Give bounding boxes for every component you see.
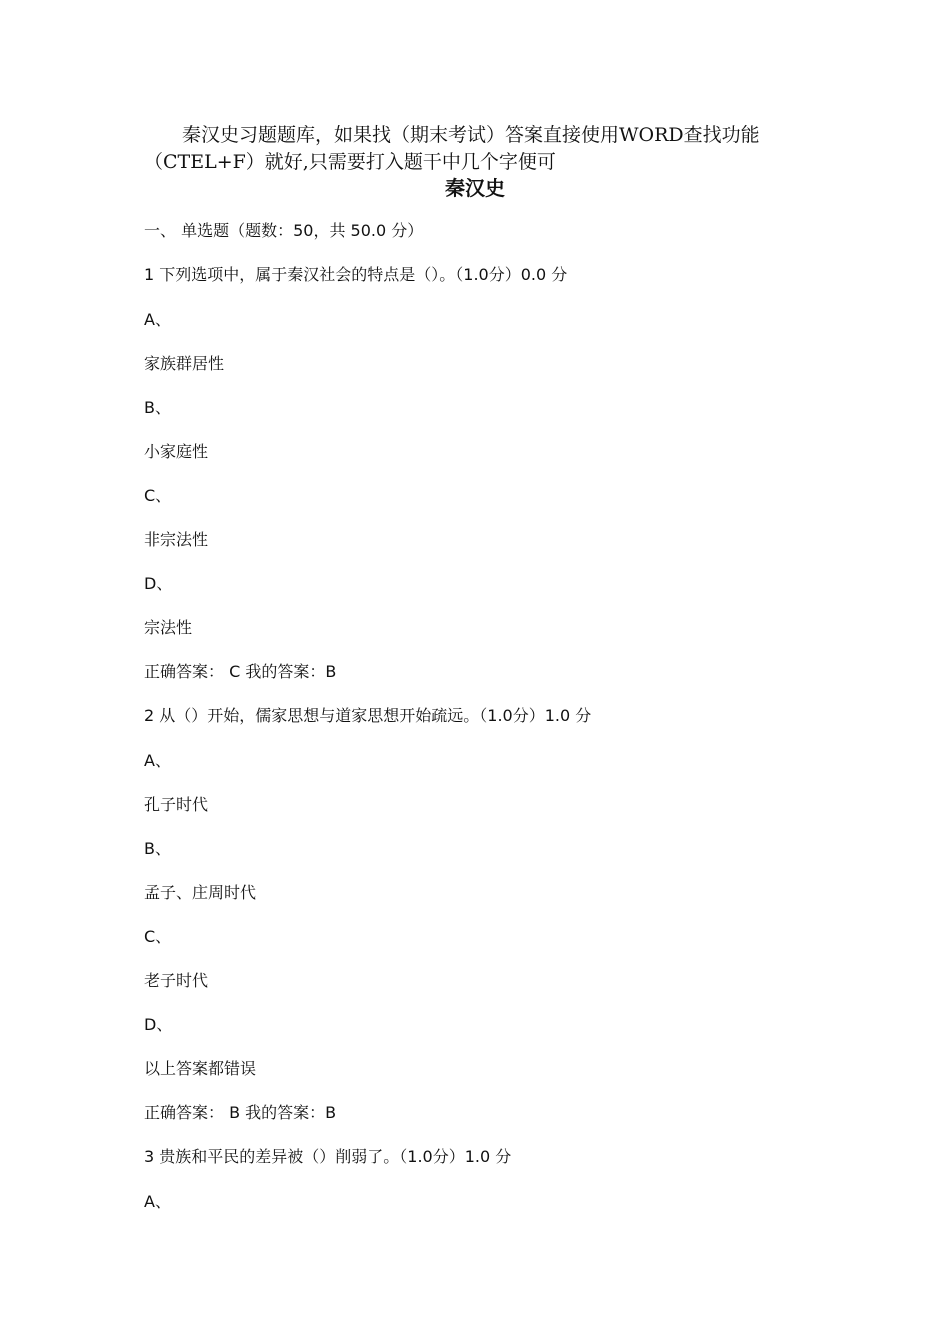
q1-option-a-text: 家族群居性 <box>144 354 225 373</box>
section-heading: 一、 单选题（题数：50，共 50.0 分） <box>144 221 424 240</box>
q1-answer: 正确答案： C 我的答案：B <box>144 662 337 681</box>
q1-option-c-letter: C、 <box>144 486 172 505</box>
q2-option-c-letter: C、 <box>144 927 172 946</box>
q2-option-d-text: 以上答案都错误 <box>144 1059 257 1078</box>
q2-option-a-text: 孔子时代 <box>144 795 209 814</box>
q1-option-b-letter: B、 <box>144 398 171 417</box>
q2-answer: 正确答案： B 我的答案：B <box>144 1103 337 1122</box>
q1-option-d-text: 宗法性 <box>144 618 193 637</box>
question-3-stem: 3 贵族和平民的差异被（）削弱了。（1.0分）1.0 分 <box>144 1147 512 1166</box>
question-1-stem: 1 下列选项中，属于秦汉社会的特点是（）。（1.0分）0.0 分 <box>144 265 568 284</box>
q1-option-a-letter: A、 <box>144 310 171 329</box>
q1-option-c-text: 非宗法性 <box>144 530 209 549</box>
q1-option-d-letter: D、 <box>144 574 173 593</box>
q2-option-d-letter: D、 <box>144 1015 173 1034</box>
q2-option-b-text: 孟子、庄周时代 <box>144 883 257 902</box>
q2-option-c-text: 老子时代 <box>144 971 209 990</box>
q1-option-b-text: 小家庭性 <box>144 442 209 461</box>
question-2-stem: 2 从（）开始，儒家思想与道家思想开始疏远。（1.0分）1.0 分 <box>144 706 592 725</box>
intro-paragraph: 秦汉史习题题库，如果找（期末考试）答案直接使用WORD查找功能（CTEL+F）就好,只需要打入题干中几个字便可 <box>144 124 760 173</box>
q3-option-a-letter: A、 <box>144 1192 171 1211</box>
q2-option-b-letter: B、 <box>144 839 171 858</box>
document-title: 秦汉史 <box>445 176 505 200</box>
q2-option-a-letter: A、 <box>144 751 171 770</box>
